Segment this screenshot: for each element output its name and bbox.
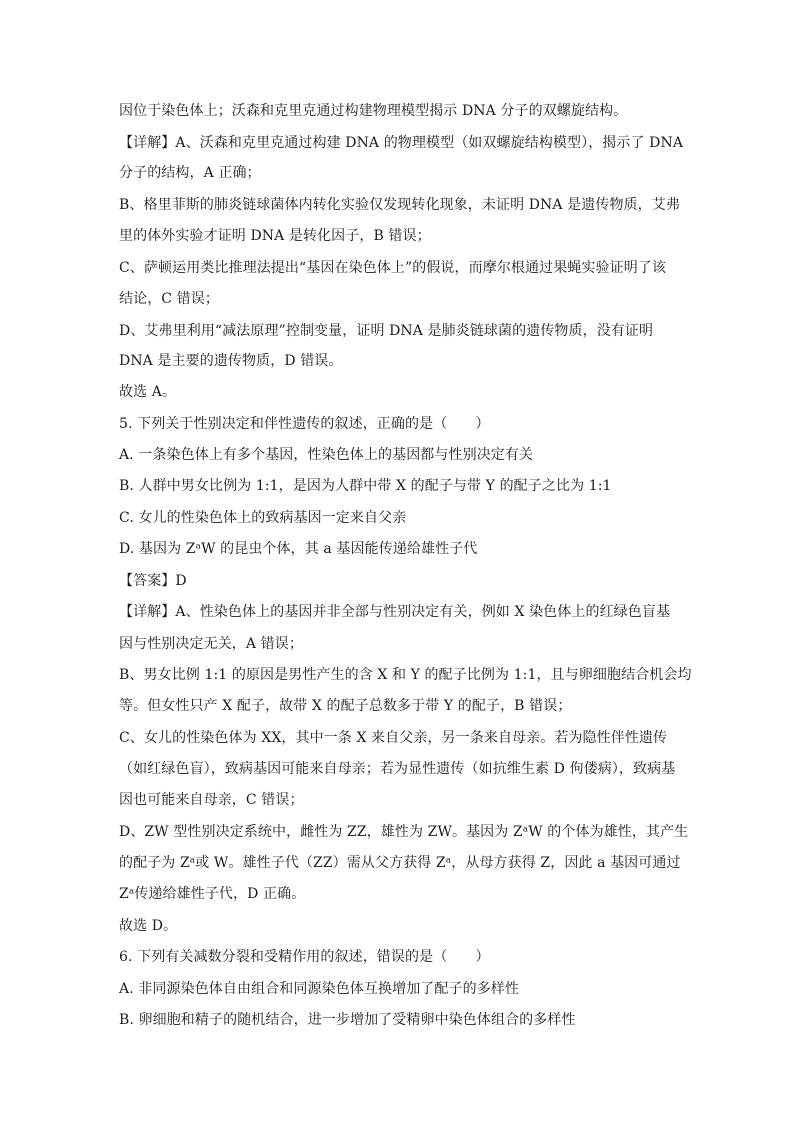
text-line: （如红绿色盲），致病基因可能来自母亲；若为显性遗传（如抗维生素 D 佝偻病），致病基 xyxy=(119,761,676,777)
option-a: A. 一条染色体上有多个基因，性染色体上的基因都与性别决定有关 xyxy=(119,447,534,463)
text-line: B、男女比例 1:1 的原因是男性产生的含 X 和 Y 的配子比例为 1:1，且与卵细胞结合机会均 xyxy=(119,667,692,683)
text-line: 分子的结构，A 正确； xyxy=(119,165,261,181)
text-line: 因与性别决定无关，A 错误； xyxy=(119,636,303,652)
text-line: D、艾弗里利用“减法原理”控制变量，证明 DNA 是肺炎链球菌的遗传物质，没有证明 xyxy=(119,323,654,339)
text-line: 因位于染色体上；沃森和克里克通过构建物理模型揭示 DNA 分子的双螺旋结构。 xyxy=(119,103,628,119)
text-line: 【详解】A、性染色体上的基因并非全部与性别决定有关，例如 X 染色体上的红绿色盲基 xyxy=(119,604,671,620)
text-line: 因也可能来自母亲，C 错误； xyxy=(119,792,304,808)
text-line: DNA 是主要的遗传物质，D 错误。 xyxy=(119,353,343,369)
answer-line: 【答案】D xyxy=(119,573,187,589)
option-a: A. 非同源染色体自由组合和同源染色体互换增加了配子的多样性 xyxy=(119,981,520,997)
text-line: 故选 A。 xyxy=(119,384,177,400)
text-line: D、ZW 型性别决定系统中，雌性为 ZZ，雄性为 ZW。基因为 ZᵃW 的个体为雄性，其产生 xyxy=(119,824,689,840)
option-d: D. 基因为 ZᵃW 的昆虫个体，其 a 基因能传递给雄性子代 xyxy=(119,541,478,557)
text-line: 故选 D。 xyxy=(119,918,178,934)
option-b: B. 人群中男女比例为 1:1，是因为人群中带 X 的配子与带 Y 的配子之比为 1:1 xyxy=(119,478,612,494)
text-line: B、格里菲斯的肺炎链球菌体内转化实验仅发现转化现象，未证明 DNA 是遗传物质，艾弗 xyxy=(119,197,680,213)
text-line: Zᵃ传递给雄性子代，D 正确。 xyxy=(119,886,306,902)
question-5-stem: 5. 下列关于性别决定和伴性遗传的叙述，正确的是（ ） xyxy=(119,416,490,432)
text-line: 里的体外实验才证明 DNA 是转化因子，B 错误； xyxy=(119,228,431,244)
text-line: 结论，C 错误； xyxy=(119,291,219,307)
text-line: C、女儿的性染色体为 XX，其中一条 X 来自父亲，另一条来自母亲。若为隐性伴性遗传 xyxy=(119,730,668,746)
option-b: B. 卵细胞和精子的随机结合，进一步增加了受精卵中染色体组合的多样性 xyxy=(119,1012,576,1028)
text-line: 【详解】A、沃森和克里克通过构建 DNA 的物理模型（如双螺旋结构模型），揭示了 DNA xyxy=(119,135,684,151)
text-line: 等。但女性只产 X 配子，故带 X 的配子总数多于带 Y 的配子，B 错误； xyxy=(119,698,572,714)
text-line: C、萨顿运用类比推理法提出“基因在染色体上”的假说，而摩尔根通过果蝇实验证明了该 xyxy=(119,260,667,276)
question-6-stem: 6. 下列有关减数分裂和受精作用的叙述，错误的是（ ） xyxy=(119,949,490,965)
option-c: C. 女儿的性染色体上的致病基因一定来自父亲 xyxy=(119,510,407,526)
text-line: 的配子为 Zᵃ或 W。雄性子代（ZZ）需从父方获得 Zᵃ，从母方获得 Z，因此 a 基因可通过 xyxy=(119,855,681,871)
